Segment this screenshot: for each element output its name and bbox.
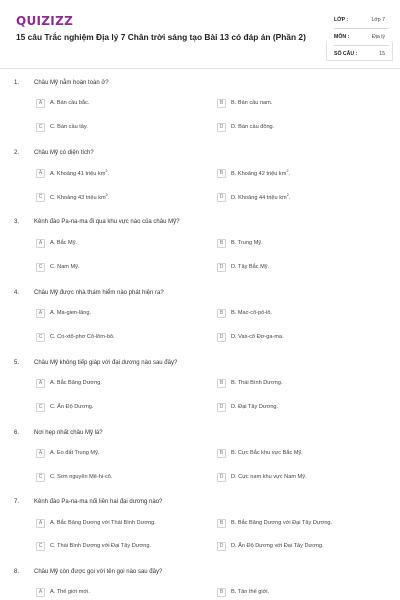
option-letter: A (36, 588, 45, 597)
question-number: 6. (14, 430, 20, 436)
question-text: Châu Mỹ không tiếp giáp với đại dương nào sau đây? (34, 360, 178, 366)
meta-row-class (334, 12, 389, 29)
option-letter: B (217, 379, 226, 388)
option-c[interactable] (36, 402, 93, 412)
option-d[interactable] (217, 472, 307, 482)
question-number: 5. (14, 360, 20, 366)
option-text: A. Thế giới mới. (50, 589, 90, 595)
question-text: Châu Mỹ còn được gọi với tên gọi nào sau đây? (34, 569, 163, 575)
option-text: B. Bán cầu nam. (231, 100, 273, 106)
option-text: A. Ma-gien-lăng. (50, 310, 92, 316)
option-letter: A (36, 239, 45, 248)
meta-value: 15 (379, 51, 385, 57)
question-number: 1. (14, 80, 20, 86)
option-text: A. Eo đất Trung Mỹ. (50, 450, 100, 456)
option-letter: C (36, 123, 45, 132)
option-a[interactable] (36, 587, 90, 597)
option-text-main: B. Khoảng 42 triệu km (231, 170, 287, 177)
option-letter: D (217, 403, 226, 412)
option-letter: C (36, 193, 45, 202)
option-text (50, 169, 109, 177)
option-text (231, 193, 290, 201)
option-text-tail: . (107, 194, 110, 201)
option-b[interactable] (217, 238, 263, 248)
option-text (50, 193, 109, 201)
option-c[interactable] (36, 472, 112, 482)
option-d[interactable] (217, 402, 278, 412)
superscript: 2 (286, 169, 289, 174)
option-a[interactable] (36, 238, 77, 248)
option-letter: D (217, 263, 226, 272)
option-letter: B (217, 588, 226, 597)
option-letter: A (36, 519, 45, 528)
page-title: 15 câu Trắc nghiệm Địa lý 7 Chân trời sáng tạo Bài 13 có đáp án (Phần 2) (16, 32, 306, 42)
option-d[interactable] (217, 122, 274, 132)
option-letter: A (36, 99, 45, 108)
option-text-main: C. Khoảng 43 triệu km (50, 194, 106, 201)
option-text-tail: . (288, 170, 291, 177)
option-c[interactable] (36, 262, 80, 272)
option-letter: A (36, 449, 45, 458)
question-number: 7. (14, 499, 20, 505)
question-text: Châu Mỹ có diện tích? (34, 150, 94, 156)
option-letter: C (36, 263, 45, 272)
option-text: C. Ấn Độ Dương. (50, 404, 94, 410)
option-text: D. Ấn Độ Dương với Đại Tây Dương. (231, 543, 324, 549)
option-text: D. Vas-cô Đơ-ga-ma. (231, 334, 284, 340)
option-c[interactable] (36, 332, 115, 342)
option-text: A. Bắc Băng Dương với Thái Bình Dương. (50, 520, 156, 526)
superscript: 2 (105, 193, 108, 198)
superscript: 2 (105, 169, 108, 174)
option-d[interactable] (217, 262, 269, 272)
option-letter: C (36, 333, 45, 342)
option-b[interactable] (217, 98, 272, 108)
meta-label: MÔN : (334, 34, 350, 40)
option-text: A. Bắc Băng Dương. (50, 380, 102, 386)
option-text: C. Bán cầu tây. (50, 124, 88, 130)
option-text: B. Mac-cô-pô-lô. (231, 310, 273, 316)
option-text: D. Cực nam khu vực Nam Mỹ. (231, 474, 307, 480)
option-b[interactable] (217, 168, 290, 178)
option-d[interactable] (217, 332, 284, 342)
question-number: 8. (14, 569, 20, 575)
option-c[interactable] (36, 122, 88, 132)
option-letter: A (36, 309, 45, 318)
option-text: C. Cri-xtô-phơ Cô-lôm-bô. (50, 334, 115, 340)
option-d[interactable] (217, 192, 290, 202)
question-text: Kênh đào Pa-na-ma nối liền hai đại dương nào? (34, 499, 163, 505)
option-letter: C (36, 473, 45, 482)
option-a[interactable] (36, 168, 109, 178)
quizizz-logo: QUIZIZZ (16, 14, 74, 28)
header-divider (0, 68, 400, 69)
option-letter: D (217, 473, 226, 482)
option-b[interactable] (217, 308, 272, 318)
option-letter: D (217, 542, 226, 551)
option-b[interactable] (217, 378, 282, 388)
question-number: 2. (14, 150, 20, 156)
option-text: B. Thái Bình Dương. (231, 380, 283, 386)
option-a[interactable] (36, 378, 102, 388)
question-text: Kênh đào Pa-na-ma đi qua khu vực nào của châu Mỹ? (34, 219, 180, 225)
option-d[interactable] (217, 541, 324, 551)
option-text-tail: . (107, 170, 110, 177)
option-text-tail: . (288, 194, 291, 201)
option-letter: A (36, 169, 45, 178)
option-text: C. Thái Bình Dương với Đại Tây Dương. (50, 543, 151, 549)
option-c[interactable] (36, 541, 151, 551)
option-b[interactable] (217, 587, 269, 597)
option-letter: B (217, 519, 226, 528)
option-letter: B (217, 99, 226, 108)
option-letter: C (36, 542, 45, 551)
option-a[interactable] (36, 308, 91, 318)
option-letter: B (217, 169, 226, 178)
option-text: C. Sơn nguyên Mê-hi-cô. (50, 474, 113, 480)
option-letter: C (36, 403, 45, 412)
meta-label: LỚP : (334, 17, 349, 23)
option-text: D. Tây Bắc Mỹ. (231, 264, 270, 270)
option-b[interactable] (217, 518, 332, 528)
option-text: D. Đại Tây Dương. (231, 404, 279, 410)
option-text: A. Bắc Mỹ. (50, 240, 78, 246)
option-text: B. Tân thế giới. (231, 589, 270, 595)
option-letter: A (36, 379, 45, 388)
option-letter: D (217, 333, 226, 342)
option-text-main: D. Khoảng 44 triệu km (231, 194, 287, 201)
question-text: Châu Mỹ được nhà thám hiểm nào phát hiện ra? (34, 290, 164, 296)
question-number: 4. (14, 290, 20, 296)
question-text: Nơi hẹp nhất châu Mỹ là? (34, 430, 103, 436)
option-letter: B (217, 449, 226, 458)
option-a[interactable] (36, 518, 156, 528)
meta-panel (334, 12, 389, 62)
option-text-main: A. Khoảng 41 triệu km (50, 170, 106, 177)
option-text: C. Nam Mỹ. (50, 264, 80, 270)
meta-row-subject (334, 29, 389, 46)
meta-value: Lớp 7 (371, 17, 385, 23)
question-number: 3. (14, 219, 20, 225)
meta-row-count (334, 46, 389, 62)
option-text: B. Bắc Băng Dương với Đại Tây Dương. (231, 520, 333, 526)
option-c[interactable] (36, 192, 109, 202)
option-text: B. Trung Mỹ. (231, 240, 263, 246)
question-text: Châu Mỹ nằm hoàn toàn ở? (34, 80, 109, 86)
option-b[interactable] (217, 448, 303, 458)
meta-label: SỐ CÂU : (334, 51, 358, 57)
option-a[interactable] (36, 98, 90, 108)
option-letter: B (217, 309, 226, 318)
option-letter: D (217, 193, 226, 202)
option-text: A. Bán cầu bắc. (50, 100, 90, 106)
option-text (231, 169, 290, 177)
superscript: 2 (286, 193, 289, 198)
option-text: D. Bán cầu đông. (231, 124, 275, 130)
option-text: B. Cực Bắc khu vực Bắc Mỹ. (231, 450, 303, 456)
meta-value: Địa lý (372, 34, 385, 40)
option-letter: D (217, 123, 226, 132)
option-letter: B (217, 239, 226, 248)
option-a[interactable] (36, 448, 99, 458)
